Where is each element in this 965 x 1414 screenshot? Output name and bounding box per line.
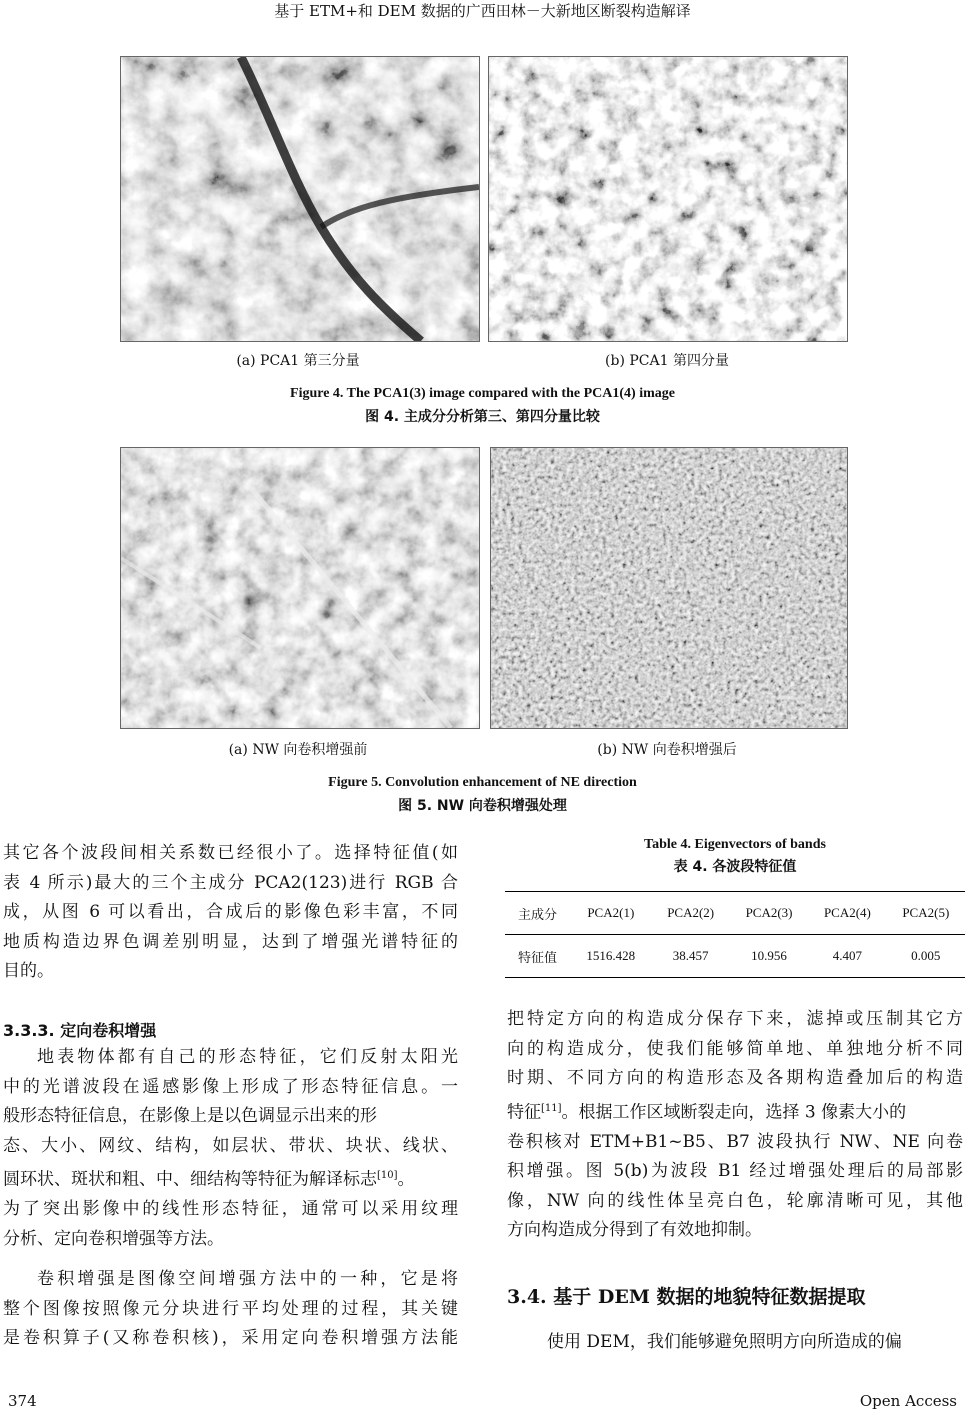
journal-footer: Open Access [859,1392,957,1410]
body-text: 特征 [507,1102,541,1123]
body-line: 态、大小、网纹、结构，如层状、带状、块状、线状、 [3,1135,458,1156]
table-header-cell: PCA2(5) [887,892,965,935]
body-line: 其它各个波段间相关系数已经很小了。选择特征值(如 [3,843,458,863]
body-line: 像，NW 向的线性体呈亮白色，轮廓清晰可见，其他 [507,1190,963,1211]
right-column [507,1005,963,1246]
table-header-cell: PCA2(1) [570,892,651,935]
table-header-row [505,892,965,935]
body-line: 表 4 所示)最大的三个主成分 PCA2(123)进行 RGB 合 [3,872,458,893]
page-number: 374 [8,1392,37,1410]
figure4-caption-zh: 图 4. 主成分分析第三、第四分量比较 [365,409,600,425]
body-line: 积增强。图 5(b)为波段 B1 经过增强处理后的局部影 [507,1161,963,1182]
body-line: 把特定方向的构造成分保存下来，滤掉或压制其它方 [507,1009,963,1029]
body-line: 分析、定向卷积增强等方法。 [3,1228,224,1249]
body-text: 。根据工作区域断裂走向，选择 3 像素大小的 [561,1102,907,1123]
figure5-caption-en: Figure 5. Convolution enhancement of NE direction [328,775,637,790]
citation-ref: [10] [377,1170,398,1181]
body-line: 成，从图 6 可以看出，合成后的影像色彩丰富，不同 [3,902,458,922]
table-header-cell: PCA2(2) [651,892,729,935]
body-line: 方向构造成分得到了有效地抑制。 [507,1220,762,1241]
left-column [3,839,458,987]
table4-caption-en: Table 4. Eigenvectors of bands [644,837,826,852]
figure4-subcaption-a: (a) PCA1 第三分量 [236,353,360,369]
body-line: 是卷积算子(又称卷积核)，采用定向卷积增强方法能 [3,1328,458,1348]
body-line: 目的。 [3,961,54,981]
body-line: 般形态特征信息，在影像上是以色调显示出来的形 [3,1106,377,1126]
table4 [505,891,965,978]
body-line: 使用 DEM，我们能够避免照明方向所造成的偏 [547,1332,902,1352]
table-cell: 0.005 [887,935,965,978]
table-cell: 38.457 [651,935,729,978]
figure5-image-before [120,447,480,729]
body-line [507,1094,963,1128]
figure4-image-pca1-3 [120,56,480,342]
body-text: 圆环状、斑状和粗、中、细结构等特征为解译标志 [3,1169,377,1190]
table-row [505,935,965,978]
section-heading-3-4: 3.4. 基于 DEM 数据的地貌特征数据提取 [507,1286,866,1308]
figure5-subcaption-b: (b) NW 向卷积增强后 [597,742,737,758]
body-line: 中的光谱波段在遥感影像上形成了形态特征信息。一 [3,1076,458,1097]
body-line: 整个图像按照像元分块进行平均处理的过程，其关键 [3,1298,458,1319]
right-column-p2 [507,1328,963,1358]
table-header-cell: PCA2(3) [730,892,808,935]
figure5-image-after [490,447,848,729]
body-text: 。 [397,1169,415,1190]
figure4-caption-en: Figure 4. The PCA1(3) image compared with the PCA1(4) image [290,386,675,401]
citation-ref: [11] [541,1102,562,1114]
figure5-subcaption-a: (a) NW 向卷积增强前 [228,742,368,758]
figure5-caption-zh: 图 5. NW 向卷积增强处理 [398,798,567,814]
body-line: 卷积增强是图像空间增强方法中的一种，它是将 [37,1269,458,1289]
body-line: 为了突出影像中的线性形态特征，通常可以采用纹理 [3,1199,458,1220]
table4-caption-zh: 表 4. 各波段特征值 [673,859,797,875]
table-cell: 10.956 [730,935,808,978]
table-cell: 4.407 [808,935,886,978]
body-line: 时期、不同方向的构造形态及各期构造叠加后的构造 [507,1068,963,1088]
body-line: 地质构造边界色调差别明显，达到了增强光谱特征的 [3,931,458,952]
section-heading-3-3-3: 3.3.3. 定向卷积增强 [3,1021,157,1040]
figure4-image-pca1-4 [488,56,848,342]
table-cell: 特征值 [505,935,570,978]
left-column-p2 [3,1043,458,1254]
table-header-cell: PCA2(4) [808,892,886,935]
body-line: 卷积核对 ETM+B1~B5、B7 波段执行 NW、NE 向卷 [507,1131,963,1152]
body-line: 向的构造成分，使我们能够简单地、单独地分析不同 [507,1038,963,1059]
running-head: 基于 ETM+和 DEM 数据的广西田林－大新地区断裂构造解译 [274,2,691,20]
body-line: 地表物体都有自己的形态特征，它们反射太阳光 [37,1047,458,1067]
figure4-subcaption-b: (b) PCA1 第四分量 [605,353,729,369]
left-column-p3 [3,1265,458,1354]
table-cell: 1516.428 [570,935,651,978]
body-line [3,1161,458,1195]
table-header-cell: 主成分 [505,892,570,935]
